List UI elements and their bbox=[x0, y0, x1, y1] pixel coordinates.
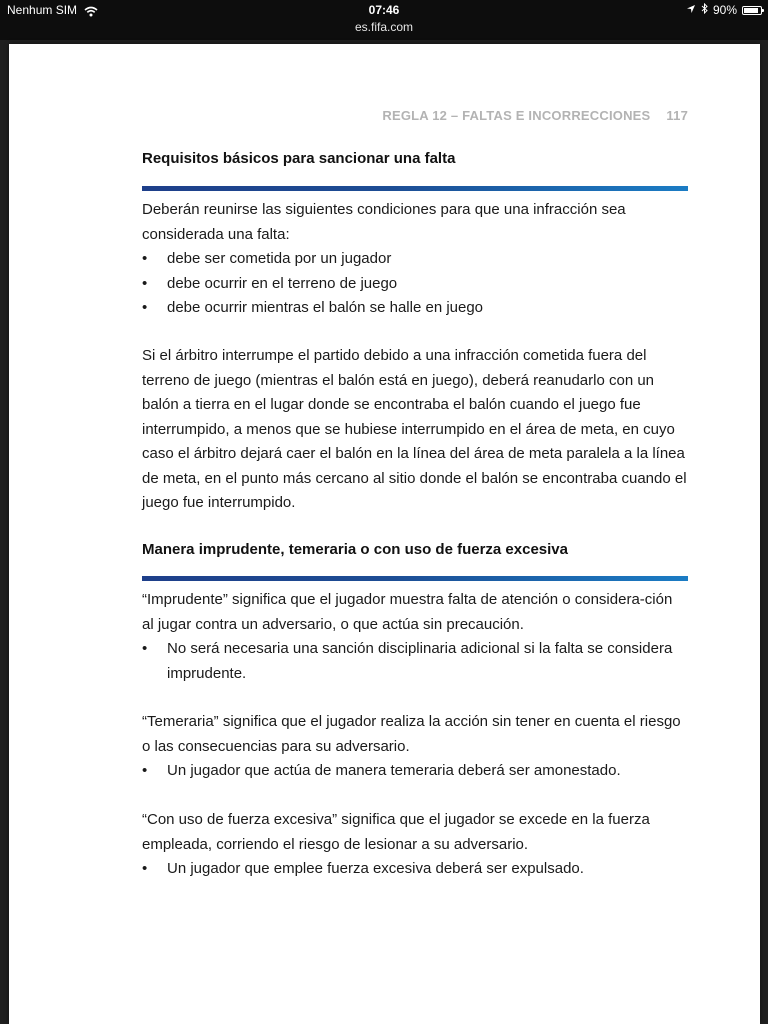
fuerza-excesiva-definition: “Con uso de fuerza excesiva” significa que el jugador se excede en la fuerza empleada, corriendo el riesgo de lesionar a su adversario. bbox=[142, 811, 650, 853]
fuerza-excesiva-list bbox=[142, 857, 688, 882]
section-heading-requisitos: Requisitos básicos para sancionar una falta bbox=[142, 150, 456, 167]
list-item: • Un jugador que emplee fuerza excesiva deberá ser expulsado. bbox=[142, 857, 688, 882]
running-header bbox=[142, 108, 688, 123]
list-item: • debe ser cometida por un jugador bbox=[142, 247, 688, 272]
temeraria-definition: “Temeraria” significa que el jugador realiza la acción sin tener en cuenta el riesgo o las consecuencias para su adversario. bbox=[142, 713, 681, 755]
status-bar bbox=[0, 0, 768, 40]
requisitos-list bbox=[142, 247, 688, 321]
location-arrow-icon bbox=[686, 3, 696, 17]
list-item: • No será necesaria una sanción disciplinaria adicional si la falta se considera imprudente. bbox=[142, 637, 688, 686]
list-item: • debe ocurrir mientras el balón se halle en juego bbox=[142, 296, 688, 321]
document-page[interactable] bbox=[9, 44, 760, 1024]
section-heading-manera: Manera imprudente, temeraria o con uso de fuerza excesiva bbox=[142, 541, 568, 558]
status-right bbox=[686, 3, 762, 17]
list-item: • Un jugador que actúa de manera temeraria deberá ser amonestado. bbox=[142, 759, 688, 784]
battery-icon bbox=[742, 6, 762, 15]
page-number: 117 bbox=[666, 108, 688, 123]
url-bar[interactable]: es.fifa.com bbox=[354, 20, 414, 34]
fuerza-excesiva-block bbox=[142, 808, 688, 882]
paragraph-text: Si el árbitro interrumpe el partido debido a una infracción cometida fuera del terreno de juego (mientras el balón está en juego), deberá reanudarlo con un balón a tierra en el lugar donde se encontraba el balón cuando el juego fue interrumpido, a menos que se hubiese interrumpido en el área de meta, en cuyo caso el árbitro dejará caer el balón en la línea del área de meta paralela a la línea de meta, en el punto más cercano al sitio donde el balón se encontraba cuando el juego fue interrumpido. bbox=[142, 347, 687, 511]
requisitos-block bbox=[142, 198, 688, 321]
section-rule bbox=[142, 186, 688, 191]
battery-level-fill bbox=[744, 8, 758, 13]
bluetooth-icon bbox=[701, 3, 708, 17]
imprudente-block bbox=[142, 588, 688, 686]
temeraria-list bbox=[142, 759, 688, 784]
imprudente-definition: “Imprudente” significa que el jugador muestra falta de atención o considera-ción al jugar contra un adversario, o que actúa sin precaución. bbox=[142, 591, 673, 633]
carrier-label: Nenhum SIM bbox=[7, 3, 78, 17]
battery-percent: 90% bbox=[712, 3, 737, 17]
temeraria-block bbox=[142, 710, 688, 784]
chapter-title: REGLA 12 – FALTAS E INCORRECCIONES bbox=[382, 108, 651, 123]
balon-a-tierra-paragraph bbox=[142, 344, 688, 516]
section-rule bbox=[142, 576, 688, 581]
imprudente-list bbox=[142, 637, 688, 686]
status-time: 07:46 bbox=[368, 3, 400, 17]
requisitos-intro: Deberán reunirse las siguientes condiciones para que una infracción sea considerada una falta: bbox=[142, 201, 626, 243]
list-item: • debe ocurrir en el terreno de juego bbox=[142, 272, 688, 297]
